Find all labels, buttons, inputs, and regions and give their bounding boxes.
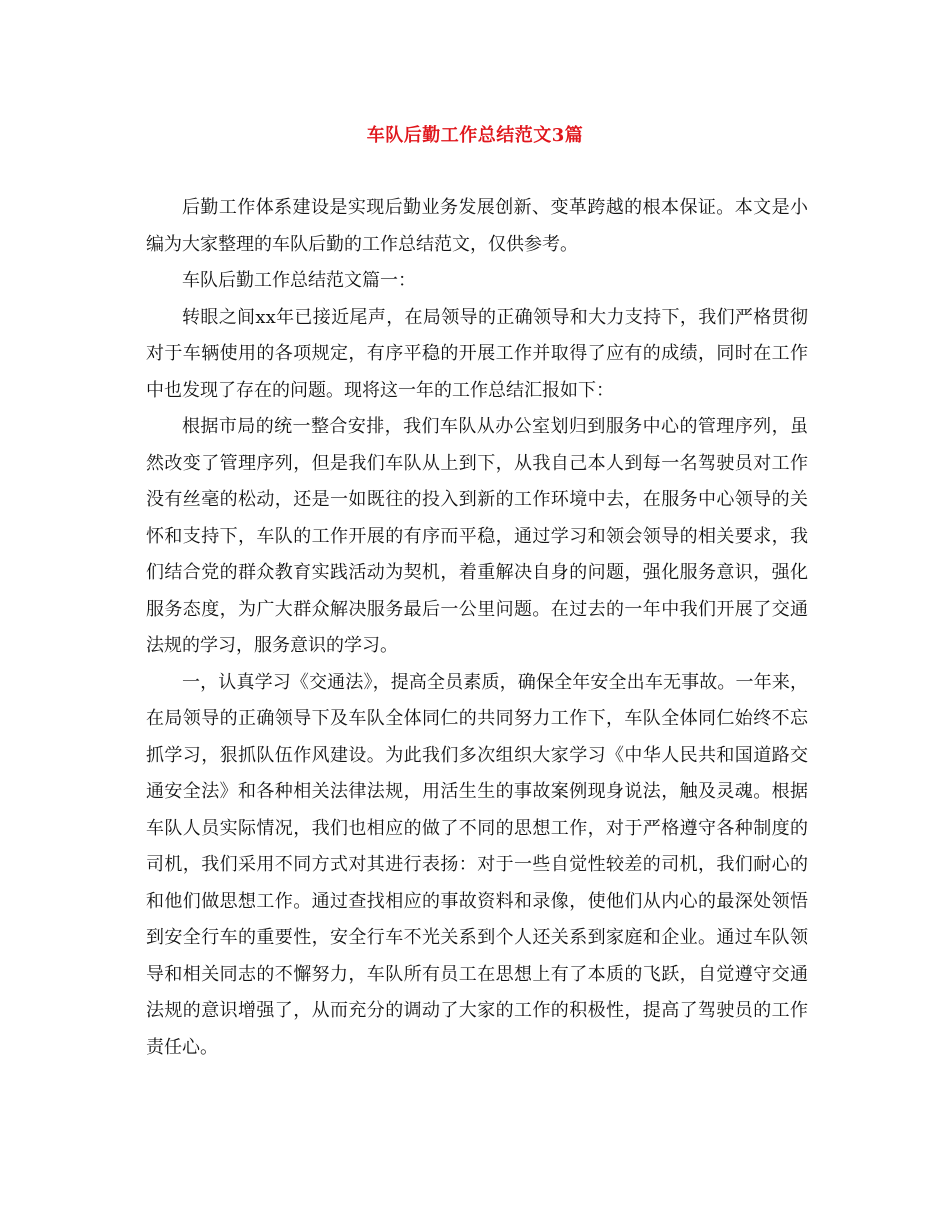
section-heading: 车队后勤工作总结范文篇一： [182,270,416,291]
body-paragraph: 转眼之间xx年已接近尾声，在局领导的正确领导和大力支持下，我们严格贯彻对于车辆使用的各项规定，有序平稳的开展工作并取得了应有的成绩，同时在工作中也发现了存在的问题。现将这一年的工作总结汇报如下： [146,306,808,401]
document-title: 车队后勤工作总结范文3篇 [366,125,584,146]
document-body [146,190,808,1066]
body-paragraph: 一，认真学习《交通法》，提高全员素质，确保全年安全出车无事故。一年来，在局领导的正确领导下及车队全体同仁的共同努力工作下，车队全体同仁始终不忘抓学习，狠抓队伍作风建设。为此我们多次组织大家学习《中华人民共和国道路交通安全法》和各种相关法律法规，用活生生的事故案例现身说法，触及灵魂。根据车队人员实际情况，我们也相应的做了不同的思想工作，对于严格遵守各种制度的司机，我们采用不同方式对其进行表扬：对于一些自觉性较差的司机，我们耐心的和他们做思想工作。通过查找相应的事故资料和录像，使他们从内心的最深处领悟到安全行车的重要性，安全行车不光关系到个人还关系到家庭和企业。通过车队领导和相关同志的不懈努力，车队所有员工在思想上有了本质的飞跃，自觉遵守交通法规的意识增强了，从而充分的调动了大家的工作的积极性，提高了驾驶员的工作责任心。 [146,671,808,1058]
body-paragraph: 根据市局的统一整合安排，我们车队从办公室划归到服务中心的管理序列，虽然改变了管理序列，但是我们车队从上到下，从我自己本人到每一名驾驶员对工作没有丝毫的松动，还是一如既往的投入到新的工作环境中去，在服务中心领导的关怀和支持下，车队的工作开展的有序而平稳，通过学习和领会领导的相关要求，我们结合党的群众教育实践活动为契机，着重解决自身的问题，强化服务意识，强化服务态度，为广大群众解决服务最后一公里问题。在过去的一年中我们开展了交通法规的学习，服务意识的学习。 [146,416,808,656]
intro-paragraph: 后勤工作体系建设是实现后勤业务发展创新、变革跨越的根本保证。本文是小编为大家整理的车队后勤的工作总结范文，仅供参考。 [146,197,808,255]
